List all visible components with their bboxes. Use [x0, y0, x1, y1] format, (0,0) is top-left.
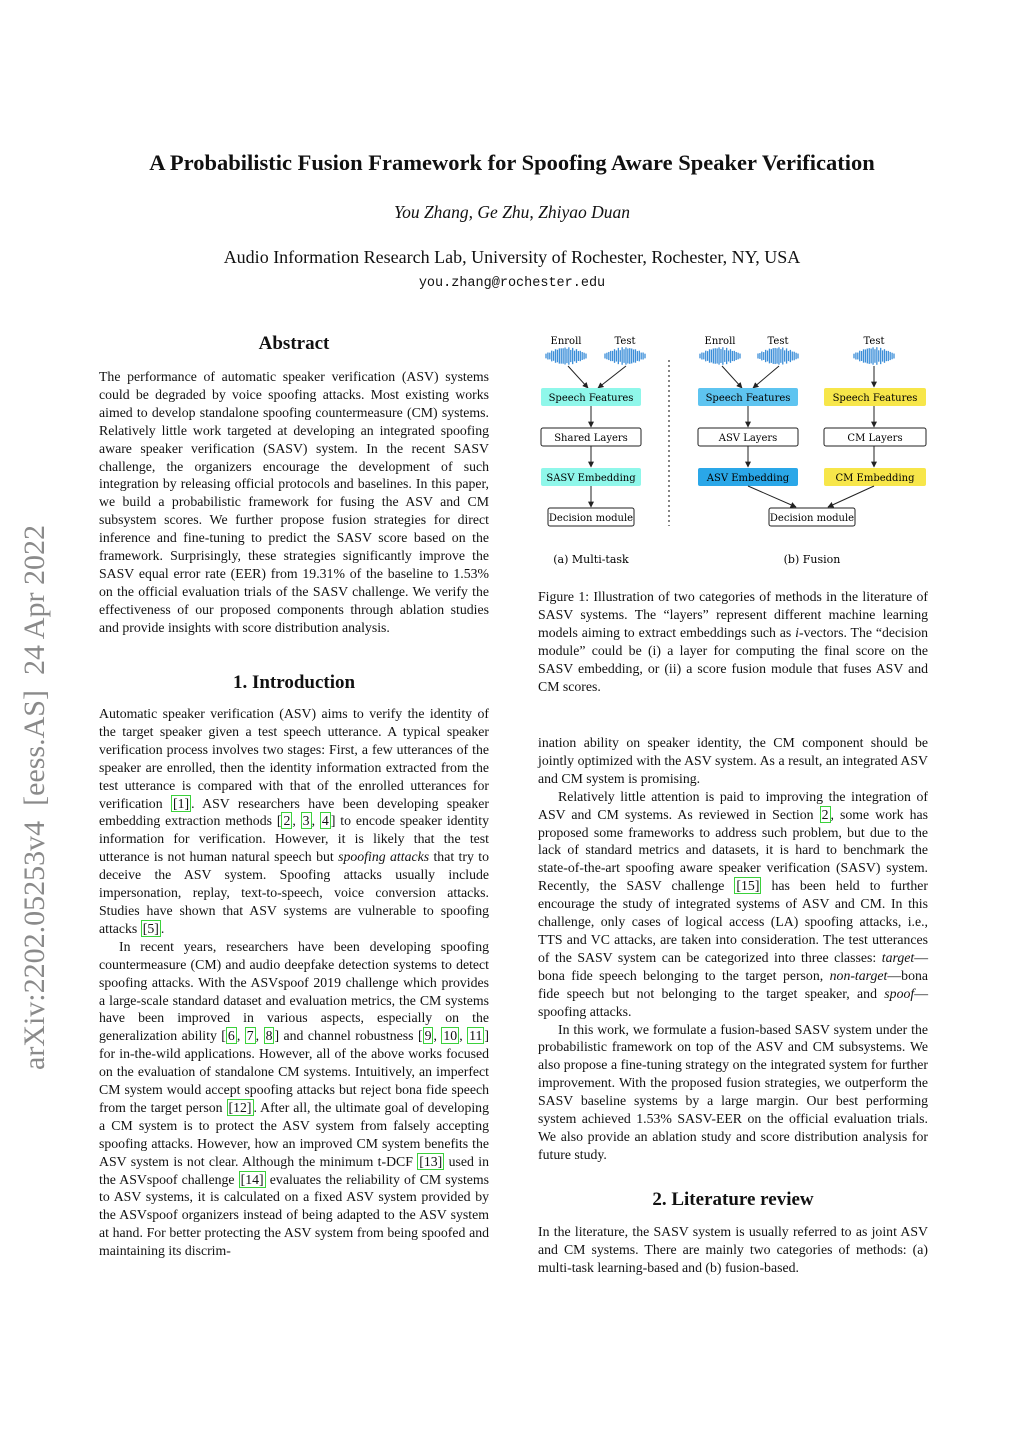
fig-a-enroll-label: Enroll [550, 336, 582, 347]
citation-link[interactable]: 11 [469, 1028, 483, 1044]
fig-a-features-label: Speech Features [548, 393, 634, 404]
fig-b-caption: (b) Fusion [783, 553, 841, 566]
literature-review-heading: 2. Literature review [652, 1189, 814, 1210]
fig-b-features2-label: Speech Features [832, 393, 918, 404]
literature-paragraph: In the literature, the SASV system is usually referred to as joint ASV and CM systems. There are mainly two categories of methods: (a) multi-task learning-based and (b) fusion-based. [538, 1224, 928, 1275]
abstract-paragraph: The performance of automatic speaker verification (ASV) systems could be degraded by voice spoofing attacks. Most existing works aimed to develop standalone spoofing countermeasure (CM) systems. Relatively little work targeted at developing an integrated spoofing aware speaker verification (SASV) system. In the recent SASV challenge, the organizers encourage the development of such integration by releasing official protocols and baselines. In this paper, we build a probabilistic framework for fusing the ASV and CM subsystem scores. We further propose fusion strategies for direct inference and fine-tuning to predict the SASV score based on the framework. Surprisingly, these strategies significantly improve the SASV equal error rate (EER) from 19.31% of the baseline to 1.53% on the official evaluation trials of the SASV challenge. We verify the effectiveness of our proposed components through ablation studies and provide insights with score distribution analysis. [99, 369, 489, 635]
literature-review-body [538, 1223, 928, 1277]
fig-b-features-label: Speech Features [705, 393, 791, 404]
citation-link[interactable]: 6 [227, 1028, 235, 1044]
fig-b-test2-label: Test [863, 336, 885, 347]
waveform-icon [854, 347, 894, 365]
paper-title: A Probabilistic Fusion Framework for Spoofing Aware Speaker Verification [149, 150, 875, 175]
right-column-body [538, 734, 928, 1164]
email: you.zhang@rochester.edu [418, 276, 606, 291]
citation-link[interactable]: 2 [283, 813, 291, 829]
fig-b-embedding2-label: CM Embedding [835, 473, 915, 484]
intro-paragraph-2: In recent years, researchers have been developing spoofing countermeasure (CM) and audio deepfake detection systems to detect spoofing attacks. With the ASVspoof 2019 challenge which provides a large-scale standard dataset and evaluation metrics, the CM systems have been improved in various aspects, especially on the generalization ability [ 6 , 7 , 8 ] and channel robustness [ 9 , 10 , 11 ] for in-the-wild applications. However, all of the above works focused on the evaluation of standalone CM systems. Intuitively, an imperfect CM system would accept spoofing attacks but reject bona fide speech from the target person [12] . After all, the ultimate goal of developing a CM system is to protect the ASV system from falsely accepting spoofing attacks. However, how an improved CM system benefits the ASV system is not clear. Although the minimum t-DCF [13] used in the ASVspoof challenge [14] evaluates the reliability of CM systems to ASV systems, it is calculated on a fixed ASV system provided by the ASVspoof organizers instead of being adapted to the ASV system at hand. For better protecting the ASV system from being spoofed and maintaining its discrim- [99, 938, 490, 1259]
fig-b-layers2-label: CM Layers [847, 433, 903, 444]
figure-caption [538, 588, 928, 695]
authors: You Zhang, Ge Zhu, Zhiyao Duan [393, 202, 631, 222]
col2-paragraph-3: In this work, we formulate a fusion-based SASV system under the probabilistic framework on top of the ASV and CM subsystems. We also propose a fine-tuning strategy on the integrated system for further improvement. With the proposed fusion strategies, we outperform the SASV baseline systems by a large margin. Our best performing system achieved 1.53% SASV-EER on the official evaluation trials. We also provide an ablation study and score distribution analysis for future study. [538, 1021, 928, 1162]
col2-paragraph-1: ination ability on speaker identity, the CM component should be jointly optimized with the ASV system. As a result, an integrated ASV and CM system is promising. [538, 735, 928, 786]
figure-caption-text: Figure 1: Illustration of two categories of methods in the literature of SASV systems. The “layers” represent different machine learning models aiming to extract embeddings such as i-vectors. The “decision module” could be (i) a layer for computing the final score on the SASV embedding, or (ii) a score fusion module that fuses ASV and CM scores. [538, 589, 928, 694]
abstract-heading: Abstract [258, 333, 330, 354]
waveform-icon [546, 347, 586, 364]
citation-link[interactable]: [12] [228, 1099, 252, 1115]
waveform-icon [700, 347, 740, 365]
fig-b-test-label: Test [767, 336, 789, 347]
col2-paragraph-2: Relatively little attention is paid to improving the integration of ASV and CM systems. As reviewed in Section 2 , some work has proposed some frameworks to address such problem, but due to the lack of standard metrics and datasets, it is hard to benchmark the state-of-the-art spoofing aware speaker verification (SASV) system. Recently, the SASV challenge [15] has been held to further encourage the study of integrated systems of ASV and CM. In this challenge, only cases of logical access (LA) spoofing attacks, i.e., TTS and VC attacks, are taken into consideration. The test utterances of the SASV system can be categorized into three classes: target—bona fide speech belonging to the target person, non-target—bona fide speech but not belonging to the target speaker, and spoof—spoofing attacks. [538, 788, 928, 1019]
citation-link[interactable]: 7 [246, 1028, 254, 1044]
fig-a-decision-label: Decision module [548, 513, 634, 524]
fig-a-layers-label: Shared Layers [554, 433, 628, 444]
fig-b-embedding-label: ASV Embedding [706, 473, 790, 484]
citation-link[interactable]: [1] [172, 795, 190, 811]
affiliation: Audio Information Research Lab, University of Rochester, Rochester, NY, USA [223, 247, 801, 267]
citation-link[interactable]: [5] [142, 920, 159, 936]
figure-1 [538, 326, 928, 576]
waveform-icon [605, 347, 645, 365]
intro-paragraph-1: Automatic speaker verification (ASV) aims to verify the identity of the target speaker given a test speech utterance. A typical speaker verification process involves two stages: First, a few utterances of the speaker are enrolled, then the identity information extracted from the test utterance is compared with that of the enrolled utterances for verification [1] . ASV researchers have been developing speaker embedding extraction methods [ 2 , 3 , 4 ] to encode speaker identity information for verification. However, it is likely that the test utterance is not human natural speech but spoofing attacks that try to deceive the ASV system. Spoofing attacks usually include impersonation, replay, text-to-speech, voice conversion attacks. Studies have shown that ASV systems are vulnerable to spoofing attacks [5] . [99, 706, 489, 936]
fig-b-enroll-label: Enroll [704, 336, 736, 347]
citation-link[interactable]: [15] [736, 878, 760, 894]
waveform-icon [758, 347, 798, 364]
abstract-text [99, 368, 489, 637]
arxiv-stamp: arXiv:2202.05253v4 [eess.AS] 24 Apr 2022 [18, 525, 51, 1070]
section-link[interactable]: 2 [821, 806, 829, 822]
citation-link[interactable]: 9 [424, 1028, 432, 1044]
fig-b-layers-label: ASV Layers [718, 433, 778, 444]
fig-a-embedding-label: SASV Embedding [546, 473, 636, 484]
citation-link[interactable]: 3 [302, 813, 310, 829]
citation-link[interactable]: 8 [265, 1028, 273, 1044]
fig-a-caption: (a) Multi-task [553, 553, 629, 566]
citation-link[interactable]: [13] [419, 1153, 443, 1169]
introduction-body [99, 705, 489, 1260]
citation-link[interactable]: 10 [443, 1028, 458, 1044]
fig-a-test-label: Test [614, 336, 636, 347]
citation-link[interactable]: 4 [321, 813, 329, 829]
citation-link[interactable]: [14] [240, 1171, 264, 1187]
introduction-heading: 1. Introduction [232, 672, 356, 693]
fig-b-decision-label: Decision module [769, 513, 855, 524]
